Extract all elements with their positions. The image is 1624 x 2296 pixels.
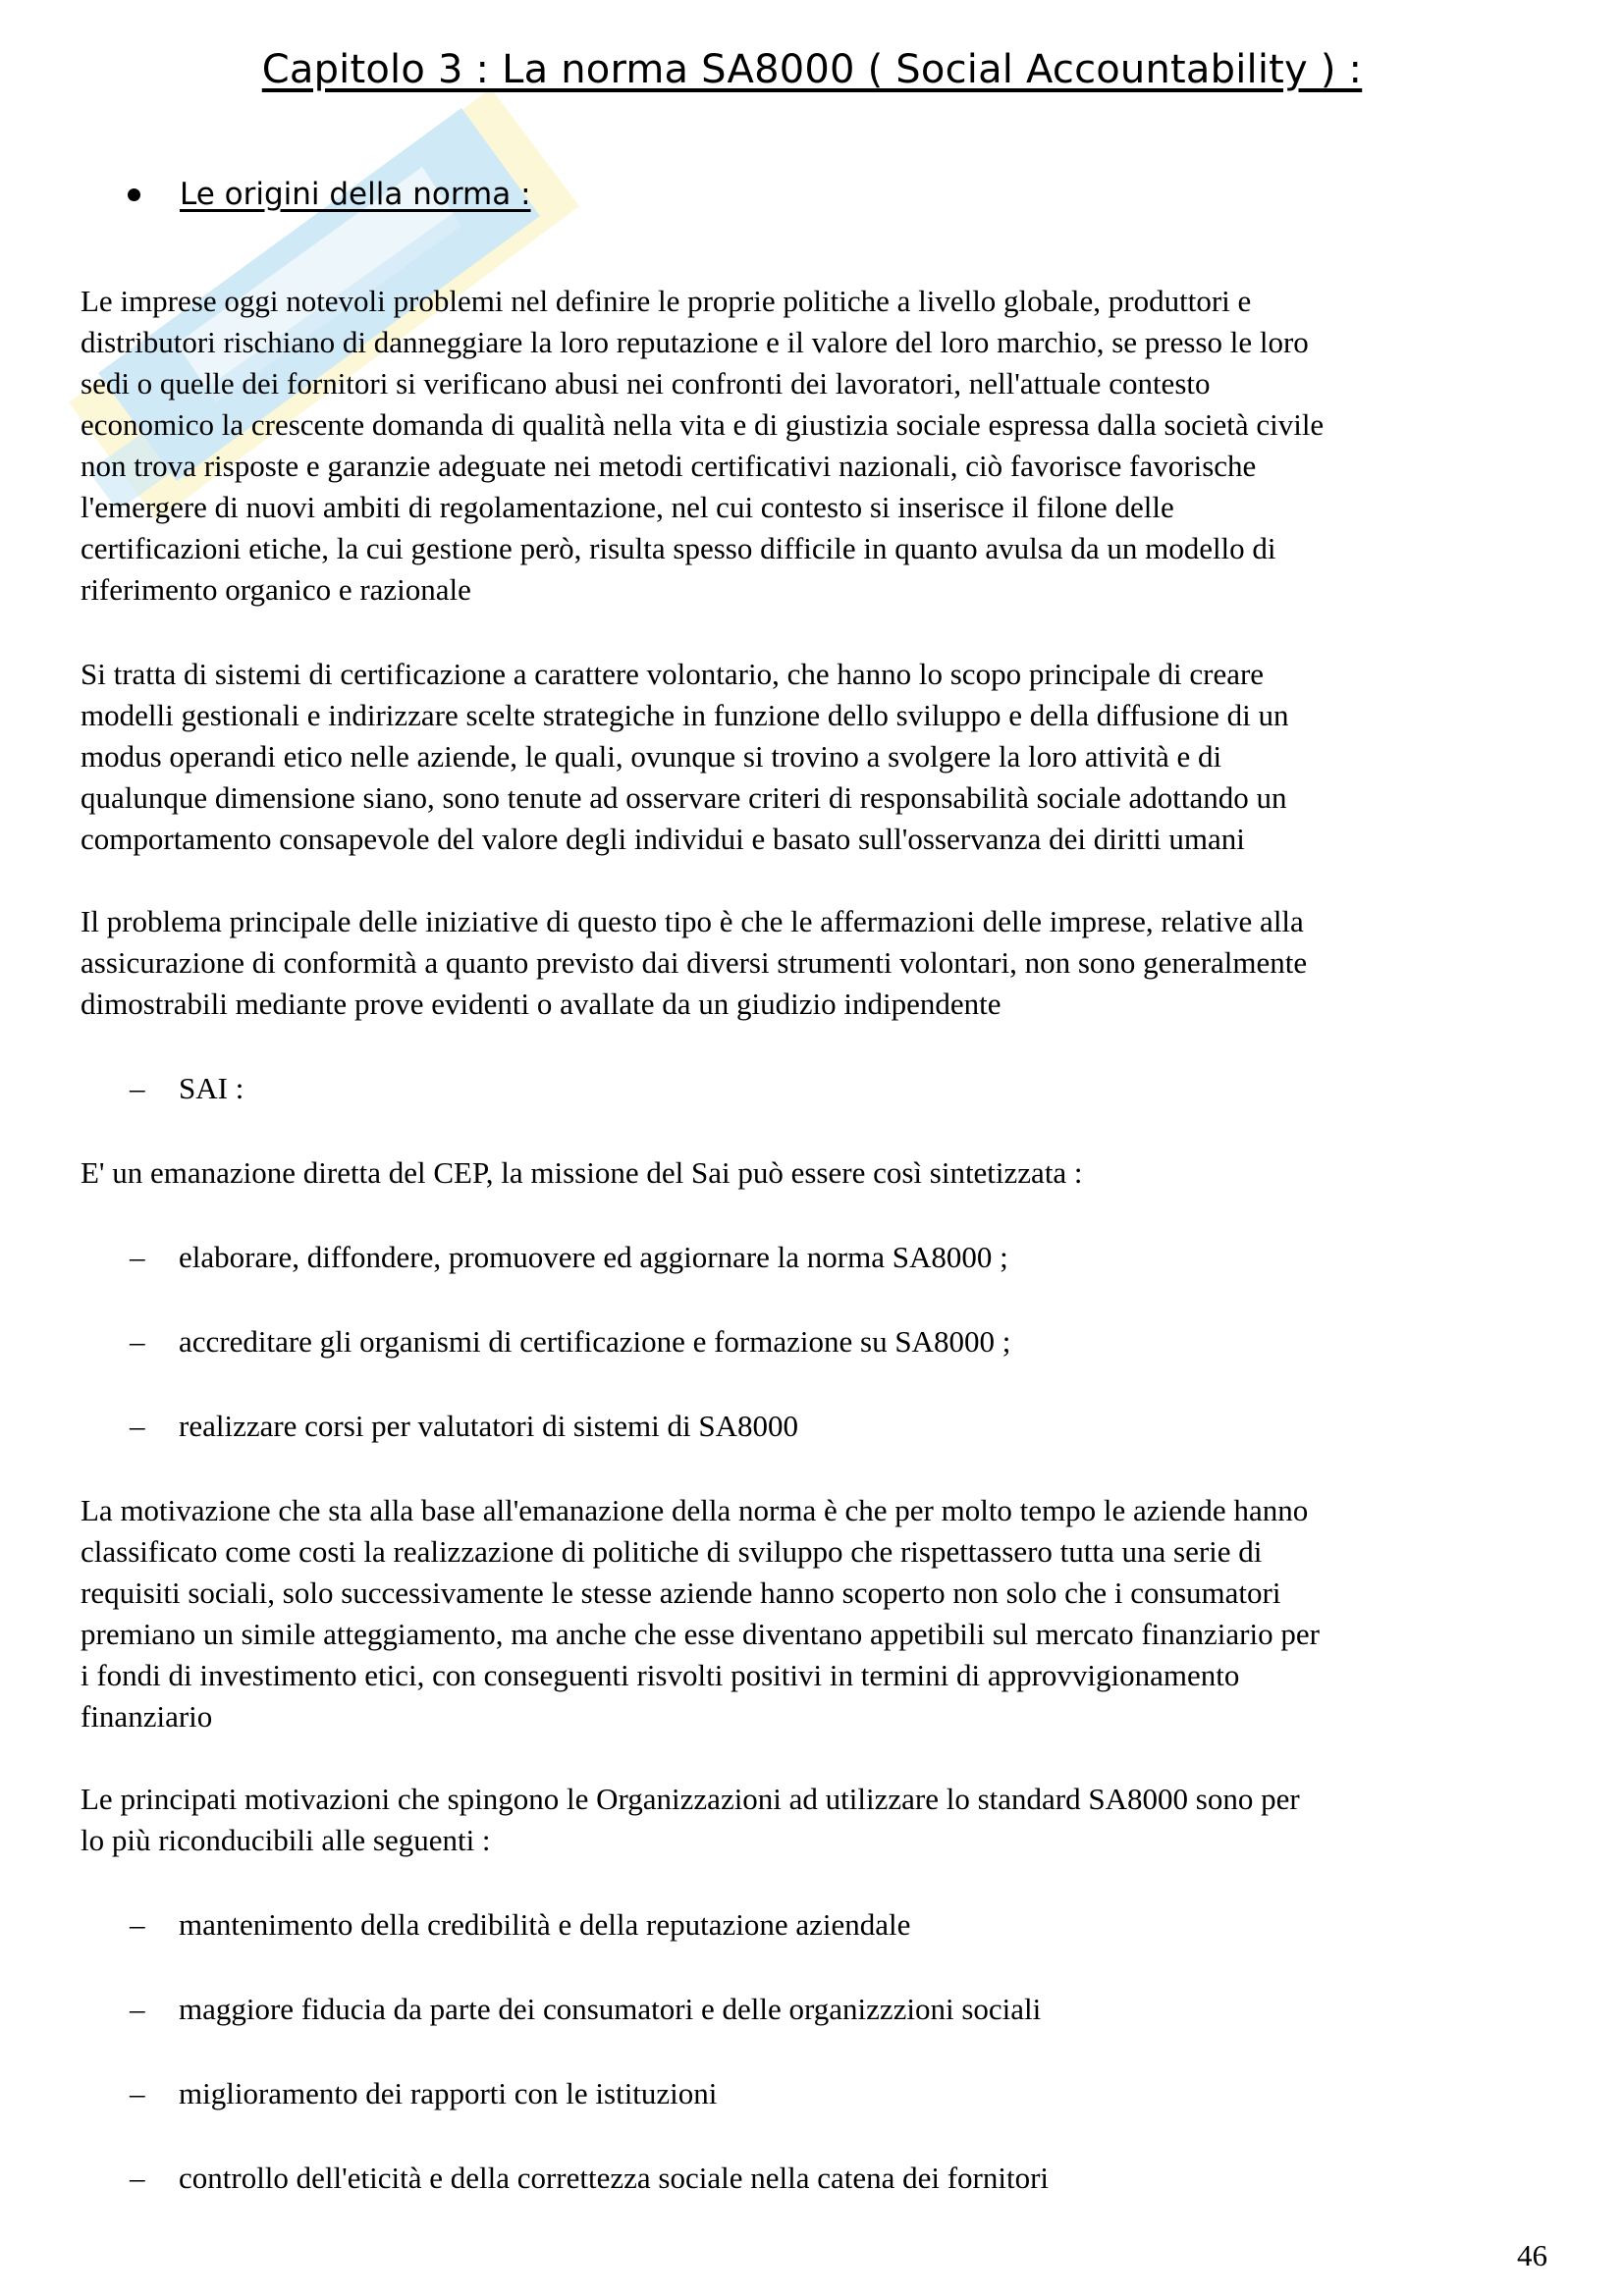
sai-label: SAI :: [179, 1071, 244, 1105]
text-line: qualunque dimensione siano, sono tenute ad osservare criteri di responsabilità sociale adottando un: [81, 780, 1287, 815]
text-line: certificazioni etiche, la cui gestione però, risulta spesso difficile in quanto avulsa da un modello di: [81, 531, 1276, 565]
paragraph-sai-mission: [81, 1152, 1553, 1194]
dash-icon: –: [130, 1324, 145, 1359]
list-item: [130, 1237, 1008, 1278]
section-heading: [128, 177, 531, 212]
list-item: [130, 2073, 717, 2114]
text-line: premiano un simile atteggiamento, ma anche che esse diventano appetibili sul mercato finanziario per: [81, 1617, 1320, 1651]
paragraph-principal-motivations: [81, 1779, 1553, 1861]
paragraph-problem: [81, 901, 1553, 1025]
dash-icon: –: [130, 2076, 145, 2110]
text-line: Le imprese oggi notevoli problemi nel definire le proprie politiche a livello globale, produttori e: [81, 284, 1252, 318]
text-line: requisiti sociali, solo successivamente le stesse aziende hanno scoperto non solo che i consumatori: [81, 1575, 1281, 1610]
text-line: assicurazione di conformità a quanto previsto dai diversi strumenti volontari, non sono generalmente: [81, 945, 1308, 980]
text-line: riferimento organico e razionale: [81, 572, 471, 607]
dash-icon: –: [130, 1240, 145, 1274]
text-line: l'emergere di nuovi ambiti di regolamentazione, nel cui contesto si inserisce il filone delle: [81, 490, 1174, 524]
list-item-text: mantenimento della credibilità e della reputazione aziendale: [179, 1907, 911, 1942]
text-line: distributori rischiano di danneggiare la loro reputazione e il valore del loro marchio, se presso le loro: [81, 325, 1309, 359]
list-item: [130, 1904, 910, 1946]
text-line: Le principati motivazioni che spingono le Organizzazioni ad utilizzare lo standard SA8000 sono per: [81, 1782, 1300, 1816]
text-line: lo più riconducibili alle seguenti :: [81, 1823, 491, 1857]
text-line: modelli gestionali e indirizzare scelte strategiche in funzione dello sviluppo e della diffusione di un: [81, 698, 1289, 732]
list-item-text: accreditare gli organismi di certificazione e formazione su SA8000 ;: [179, 1324, 1011, 1359]
text-line: non trova risposte e garanzie adeguate nei metodi certificativi nazionali, ciò favorisce favorische: [81, 449, 1257, 483]
page-title: Capitolo 3 : La norma SA8000 ( Social Accountability ) :: [261, 47, 1363, 92]
list-item: [130, 1406, 798, 1447]
list-item: [130, 2158, 1049, 2199]
dash-icon: –: [130, 2161, 145, 2195]
list-item-text: controllo dell'eticità e della correttezza sociale nella catena dei fornitori: [179, 2161, 1050, 2195]
dash-icon: –: [130, 1409, 145, 1443]
dash-icon: –: [130, 1907, 145, 1942]
paragraph-certification-systems: [81, 654, 1553, 860]
text-line: E' un emanazione diretta del CEP, la missione del Sai può essere così sintetizzata :: [81, 1155, 1083, 1190]
text-line: economico la crescente domanda di qualità nella vita e di giustizia sociale espressa dalla società civile: [81, 407, 1325, 442]
text-line: Il problema principale delle iniziative di questo tipo è che le affermazioni delle imprese, relative alla: [81, 904, 1304, 938]
list-item: [130, 1321, 1010, 1362]
text-line: modus operandi etico nelle aziende, le quali, ovunque si trovino a svolgere la loro attività e di: [81, 739, 1222, 774]
text-line: Si tratta di sistemi di certificazione a carattere volontario, che hanno lo scopo principale di creare: [81, 657, 1265, 691]
text-line: finanziario: [81, 1699, 213, 1734]
list-item-text: elaborare, diffondere, promuovere ed aggiornare la norma SA8000 ;: [179, 1240, 1008, 1274]
page-number: 46: [1517, 2238, 1547, 2272]
section-heading-label: Le origini della norma :: [180, 177, 531, 212]
dash-icon: –: [130, 1992, 145, 2026]
text-line: comportamento consapevole del valore degli individui e basato sull'osservanza dei diritti umani: [81, 822, 1245, 856]
sai-label-item: [130, 1068, 244, 1109]
text-line: sedi o quelle dei fornitori si verificano abusi nei confronti dei lavoratori, nell'attuale contesto: [81, 366, 1211, 400]
list-item: [130, 1989, 1041, 2030]
list-item-text: miglioramento dei rapporti con le istituzioni: [179, 2076, 718, 2110]
text-line: classificato come costi la realizzazione di politiche di sviluppo che rispettassero tutta una serie di: [81, 1534, 1263, 1569]
list-item-text: maggiore fiducia da parte dei consumatori e delle organizzzioni sociali: [179, 1992, 1042, 2026]
dash-icon: –: [130, 1071, 145, 1105]
paragraph-origins: [81, 281, 1553, 611]
text-line: dimostrabili mediante prove evidenti o avallate da un giudizio indipendente: [81, 987, 1001, 1021]
text-line: La motivazione che sta alla base all'emanazione della norma è che per molto tempo le aziende hanno: [81, 1493, 1309, 1527]
list-item-text: realizzare corsi per valutatori di sistemi di SA8000: [179, 1409, 799, 1443]
text-line: i fondi di investimento etici, con conseguenti risvolti positivi in termini di approvvigionamento: [81, 1658, 1240, 1692]
paragraph-motivation: [81, 1490, 1553, 1737]
bullet-dot-icon: [128, 188, 140, 201]
